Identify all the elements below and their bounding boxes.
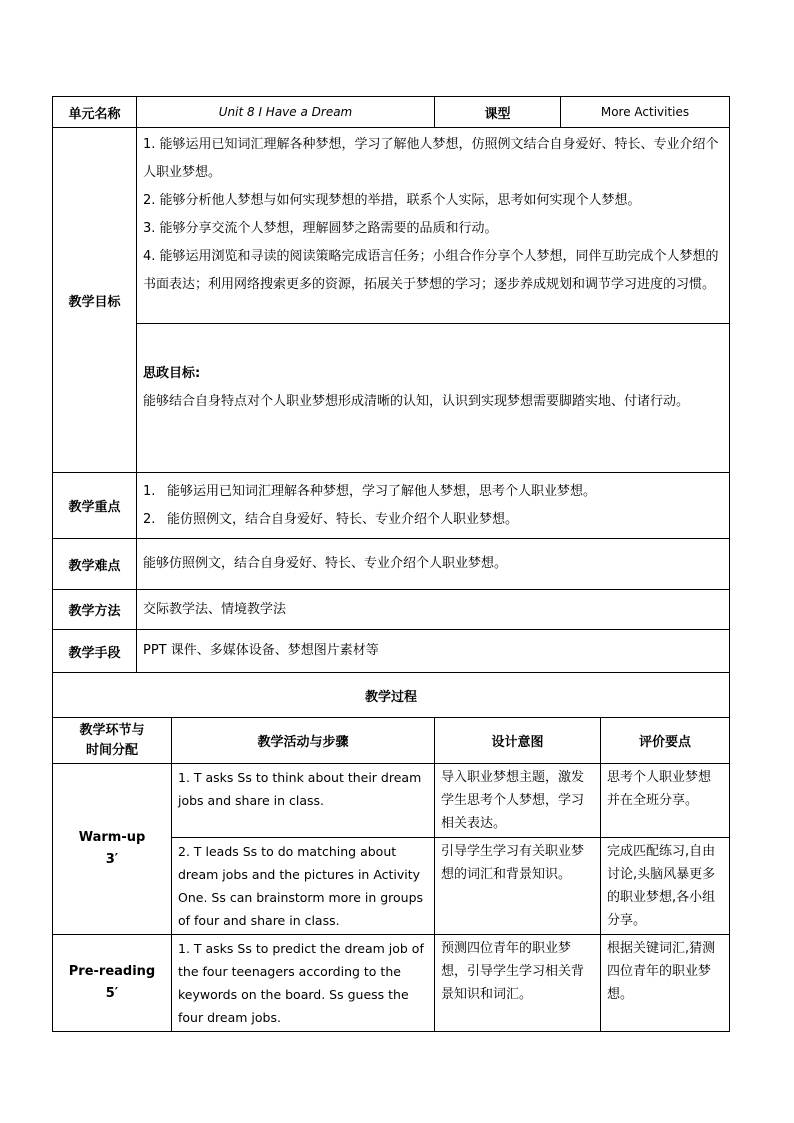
objective-item: 1. 能够运用已知词汇理解各种梦想，学习了解他人梦想，仿照例文结合自身爱好、特长、专业介绍个人职业梦想。 [143, 137, 719, 180]
evaluation-cell: 思考个人职业梦想并在全班分享。 [601, 764, 730, 838]
type-value: More Activities [561, 97, 730, 128]
intent-cell: 导入职业梦想主题，激发学生思考个人梦想，学习相关表达。 [435, 764, 601, 838]
intent-cell: 预测四位青年的职业梦想，引导学生学习相关背景知识和词汇。 [435, 935, 601, 1032]
unit-value: Unit 8 I Have a Dream [137, 97, 435, 128]
key-point-number: 2. [143, 511, 156, 527]
ideology-block [137, 324, 730, 473]
key-point-item [143, 506, 725, 534]
type-label: 课型 [435, 97, 561, 128]
key-point-item [143, 478, 725, 506]
ideology-text: 能够结合自身特点对个人职业梦想形成清晰的认知，认识到实现梦想需要脚踏实地、付诸行动。 [143, 394, 690, 409]
col-header-evaluation: 评价要点 [601, 718, 730, 764]
col-header-activity: 教学活动与步骤 [172, 718, 435, 764]
activity-cell: 1. T asks Ss to predict the dream job of the four teenagers according to the keywords on the board. Ss guess the four dream jobs. [172, 935, 435, 1032]
lesson-plan-table [52, 96, 730, 1032]
ideology-title: 思政目标: [143, 366, 201, 381]
difficulties-text: 能够仿照例文，结合自身爱好、特长、专业介绍个人职业梦想。 [137, 539, 730, 590]
stage-time: 5′ [105, 986, 119, 1001]
objective-item: 3. 能够分享交流个人梦想，理解圆梦之路需要的品质和行动。 [143, 221, 498, 236]
key-point-text: 能够运用已知词汇理解各种梦想，学习了解他人梦想，思考个人职业梦想。 [167, 483, 597, 499]
objective-item: 4. 能够运用浏览和寻读的阅读策略完成语言任务；小组合作分享个人梦想，同伴互助完成个人梦想的书面表达；利用网络搜索更多的资源，拓展关于梦想的学习；逐步养成规划和调节学习进度的习惯。 [143, 249, 719, 292]
stage-name: Pre-reading [68, 964, 156, 979]
means-text: PPT 课件、多媒体设备、梦想图片素材等 [137, 630, 730, 673]
key-points-list [137, 473, 730, 539]
col-header-stage-line1: 教学环节与 [79, 722, 145, 738]
col-header-intent: 设计意图 [435, 718, 601, 764]
stage-warmup [53, 764, 172, 935]
stage-time: 3′ [105, 852, 119, 867]
objectives-label: 教学目标 [53, 128, 137, 473]
objectives-list [137, 128, 730, 324]
col-header-stage-line2: 时间分配 [85, 742, 138, 758]
difficulties-label: 教学难点 [53, 539, 137, 590]
evaluation-cell: 根据关键词汇,猜测四位青年的职业梦想。 [601, 935, 730, 1032]
objective-item: 2. 能够分析他人梦想与如何实现梦想的举措，联系个人实际，思考如何实现个人梦想。 [143, 193, 641, 208]
key-points-label: 教学重点 [53, 473, 137, 539]
activity-cell: 1. T asks Ss to think about their dream jobs and share in class. [172, 764, 435, 838]
key-point-number: 1. [143, 483, 156, 499]
activity-cell: 2. T leads Ss to do matching about dream jobs and the pictures in Activity One. Ss can brainstorm more in groups of four and share in class. [172, 838, 435, 935]
key-point-text: 能仿照例文，结合自身爱好、特长、专业介绍个人职业梦想。 [167, 511, 519, 527]
process-title: 教学过程 [53, 673, 730, 718]
evaluation-cell: 完成匹配练习,自由讨论,头脑风暴更多的职业梦想,各小组分享。 [601, 838, 730, 935]
methods-text: 交际教学法、情境教学法 [137, 590, 730, 630]
unit-label: 单元名称 [53, 97, 137, 128]
stage-name: Warm-up [78, 830, 146, 845]
stage-prereading [53, 935, 172, 1032]
col-header-stage [53, 718, 172, 764]
methods-label: 教学方法 [53, 590, 137, 630]
means-label: 教学手段 [53, 630, 137, 673]
intent-cell: 引导学生学习有关职业梦想的词汇和背景知识。 [435, 838, 601, 935]
